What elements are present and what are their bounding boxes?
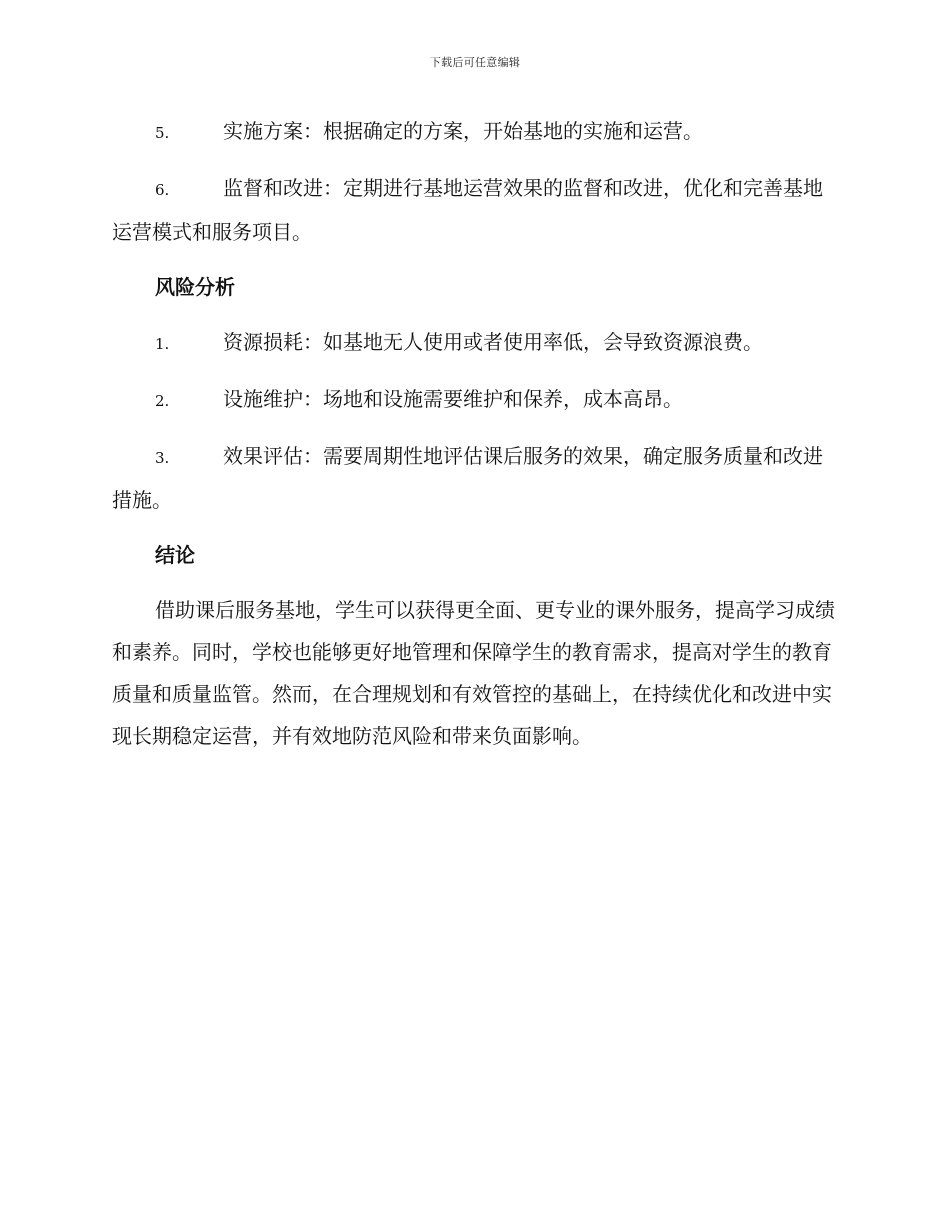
step-number: 5.	[155, 124, 170, 142]
conclusion-heading: 结论	[155, 543, 195, 567]
risk-item-2	[112, 378, 837, 422]
risk-number: 2.	[155, 392, 170, 410]
risk-text: 设施维护：场地和设施需要维护和保养，成本高昂。	[223, 387, 683, 411]
risk-item-1	[112, 321, 837, 365]
risk-analysis-heading: 风险分析	[155, 275, 235, 299]
risk-number: 1.	[155, 335, 170, 353]
step-text: 监督和改进：定期进行基地运营效果的监督和改进，优化和完善基地运营模式和服务项目。	[112, 176, 823, 244]
implementation-step-6	[112, 167, 837, 253]
page-header: 下载后可任意编辑	[429, 56, 521, 69]
risk-text: 资源损耗：如基地无人使用或者使用率低，会导致资源浪费。	[223, 330, 763, 354]
conclusion-paragraph: 借助课后服务基地，学生可以获得更全面、更专业的课外服务，提高学习成绩和素养。同时，学校也能够更好地管理和保障学生的教育需求，提高对学生的教育质量和质量监管。然而，在合理规划和有效管控的基础上，在持续优化和改进中实现长期稳定运营，并有效地防范风险和带来负面影响。	[112, 598, 835, 748]
step-number: 6.	[155, 181, 170, 199]
implementation-step-5	[112, 110, 837, 154]
step-text: 实施方案：根据确定的方案，开始基地的实施和运营。	[223, 119, 703, 143]
risk-text: 效果评估：需要周期性地评估课后服务的效果，确定服务质量和改进措施。	[112, 444, 823, 512]
risk-number: 3.	[155, 449, 170, 467]
risk-item-3	[112, 435, 837, 521]
document-content	[112, 110, 837, 757]
